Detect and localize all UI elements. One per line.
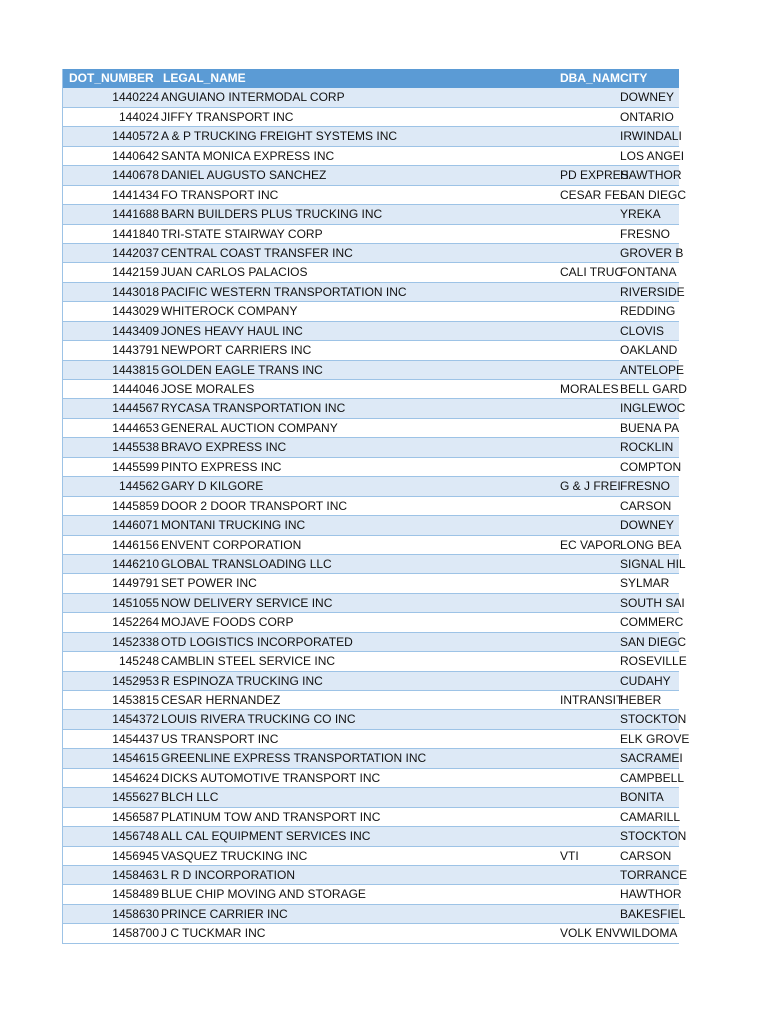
dba-name-cell <box>560 399 620 417</box>
table-row <box>63 186 687 205</box>
city-cell: FRESNO <box>620 479 671 494</box>
city-cell: ROCKLIN <box>620 440 674 455</box>
dba-name-cell: CALI TRUC <box>560 265 624 280</box>
legal-name-cell: GREENLINE EXPRESS TRANSPORTATION INC <box>161 751 427 766</box>
table-row <box>63 633 687 652</box>
dba-name-cell <box>560 108 620 126</box>
legal-name-cell: DOOR 2 DOOR TRANSPORT INC <box>161 498 348 513</box>
dba-name-cell <box>560 516 620 534</box>
city-cell: OAKLAND <box>620 343 678 358</box>
table-row <box>63 341 679 360</box>
dot-number-cell: 1441688 <box>112 207 159 222</box>
city-cell: BELL GARD <box>620 382 687 396</box>
legal-name-cell: R ESPINOZA TRUCKING INC <box>161 673 323 688</box>
table-row <box>63 419 679 438</box>
legal-name-cell: ANGUIANO INTERMODAL CORP <box>161 90 345 105</box>
dot-number-cell: 1454624 <box>112 770 159 785</box>
dba-name-cell <box>560 341 620 359</box>
legal-name-cell: US TRANSPORT INC <box>161 731 279 746</box>
table-row <box>63 88 679 107</box>
dba-name-cell: EC VAPOR <box>560 537 622 552</box>
legal-name-cell: NEWPORT CARRIERS INC <box>161 343 312 358</box>
dot-number-cell: 1456587 <box>112 809 159 824</box>
table-row <box>63 322 679 341</box>
dot-number-cell: 1452264 <box>112 615 159 630</box>
city-cell: YREKA <box>620 207 661 222</box>
city-cell: HEBER <box>620 693 662 707</box>
dba-name-cell <box>560 633 620 651</box>
city-cell: TORRANCE <box>620 867 688 882</box>
table-row <box>63 924 679 943</box>
city-cell: STOCKTON <box>620 712 687 727</box>
legal-name-cell: FO TRANSPORT INC <box>161 187 279 202</box>
dot-number-cell: 1454437 <box>112 731 159 746</box>
city-cell: IRWINDALI <box>620 129 682 144</box>
dot-number-cell: 1453815 <box>112 693 159 707</box>
dot-number-cell: 1443791 <box>112 343 159 358</box>
dba-name-cell <box>560 652 620 670</box>
table-row <box>63 477 679 496</box>
dot-number-cell: 1456945 <box>112 848 159 863</box>
city-cell: CLOVIS <box>620 323 665 338</box>
dot-number-cell: 1440572 <box>112 129 159 144</box>
city-cell: DOWNEY <box>620 518 674 533</box>
legal-name-cell: ENVENT CORPORATION <box>161 537 302 552</box>
city-cell: COMPTON <box>620 459 682 474</box>
dba-name-cell <box>560 808 620 826</box>
dba-name-cell: INTRANSIT <box>560 693 624 707</box>
legal-name-cell: DANIEL AUGUSTO SANCHEZ <box>161 168 327 183</box>
table-row <box>63 127 682 146</box>
carrier-table <box>62 69 690 944</box>
table-row <box>63 438 679 457</box>
dot-number-cell: 1443029 <box>112 304 159 319</box>
legal-name-cell: TRI-STATE STAIRWAY CORP <box>161 226 323 241</box>
dba-name-cell <box>560 827 620 845</box>
legal-name-cell: BRAVO EXPRESS INC <box>161 440 287 455</box>
table-row <box>63 302 679 321</box>
city-cell: CAMPBELL <box>620 770 685 785</box>
table-row <box>63 205 679 224</box>
city-cell: FONTANA <box>620 265 677 280</box>
table-row <box>63 361 685 380</box>
dot-number-cell: 1445538 <box>112 440 159 455</box>
dba-name-cell <box>560 205 620 223</box>
city-cell: STOCKTON <box>620 829 687 844</box>
dot-number-cell: 1443409 <box>112 323 159 338</box>
dot-number-cell: 1442037 <box>112 245 159 260</box>
header-legal-name: LEGAL_NAME <box>163 71 246 85</box>
legal-name-cell: MOJAVE FOODS CORP <box>161 615 294 630</box>
table-row <box>63 710 687 729</box>
dot-number-cell: 1458463 <box>112 867 159 882</box>
dot-number-cell: 145248 <box>118 654 159 669</box>
city-cell: BONITA <box>620 790 664 805</box>
legal-name-cell: PLATINUM TOW AND TRANSPORT INC <box>161 809 381 824</box>
table-row <box>63 749 683 768</box>
table-row <box>63 594 685 613</box>
table-row <box>63 380 687 399</box>
dot-number-cell: 1444567 <box>112 401 159 416</box>
legal-name-cell: GENERAL AUCTION COMPANY <box>161 420 338 435</box>
dba-name-cell <box>560 225 620 243</box>
table-header-row <box>63 69 679 88</box>
dot-number-cell: 1445599 <box>112 459 159 474</box>
legal-name-cell: PRINCE CARRIER INC <box>161 906 288 921</box>
city-cell: CARSON <box>620 848 672 863</box>
city-cell: CUDAHY <box>620 673 671 688</box>
table-row <box>63 652 687 671</box>
legal-name-cell: ALL CAL EQUIPMENT SERVICES INC <box>161 829 371 844</box>
dot-number-cell: 1446071 <box>112 518 159 533</box>
dba-name-cell: PD EXPRES <box>560 168 629 183</box>
legal-name-cell: RYCASA TRANSPORTATION INC <box>161 401 346 416</box>
dot-number-cell: 1440642 <box>112 148 159 163</box>
header-dba-name: DBA_NAM <box>560 71 620 85</box>
dba-name-cell <box>560 710 620 728</box>
dot-number-cell: 1444653 <box>112 420 159 435</box>
table-row <box>63 263 679 282</box>
table-row <box>63 730 690 749</box>
table-row <box>63 497 679 516</box>
city-cell: ELK GROVE <box>620 731 690 746</box>
dba-name-cell <box>560 788 620 806</box>
legal-name-cell: PINTO EXPRESS INC <box>161 459 282 474</box>
legal-name-cell: LOUIS RIVERA TRUCKING CO INC <box>161 712 356 727</box>
table-row <box>63 108 679 127</box>
table-row <box>63 672 679 691</box>
dot-number-cell: 1454615 <box>112 751 159 766</box>
dba-name-cell: VTI <box>560 848 579 863</box>
legal-name-cell: GOLDEN EAGLE TRANS INC <box>161 362 323 377</box>
dba-name-cell: G & J FREI <box>560 479 621 494</box>
legal-name-cell: JUAN CARLOS PALACIOS <box>161 265 308 280</box>
table-row <box>63 827 687 846</box>
dot-number-cell: 1452953 <box>112 673 159 688</box>
dot-number-cell: 1446210 <box>112 556 159 571</box>
dot-number-cell: 1443815 <box>112 362 159 377</box>
dba-name-cell: VOLK ENV <box>560 926 621 941</box>
dot-number-cell: 1444046 <box>112 382 159 396</box>
table-row <box>63 866 688 885</box>
dba-name-cell <box>560 322 620 340</box>
legal-name-cell: BARN BUILDERS PLUS TRUCKING INC <box>161 207 383 222</box>
city-cell: ONTARIO <box>620 109 674 124</box>
dba-name-cell: CESAR FEL <box>560 187 627 202</box>
dot-number-cell: 1458700 <box>112 926 159 941</box>
dot-number-cell: 1458630 <box>112 906 159 921</box>
city-cell: REDDING <box>620 304 676 319</box>
table-row <box>63 536 682 555</box>
city-cell: WILDOMA <box>620 926 678 941</box>
table-row <box>63 244 684 263</box>
dba-name-cell <box>560 749 620 767</box>
table-row <box>63 516 679 535</box>
table-row <box>63 613 684 632</box>
legal-name-cell: A & P TRUCKING FREIGHT SYSTEMS INC <box>161 129 398 144</box>
legal-name-cell: JONES HEAVY HAUL INC <box>161 323 303 338</box>
city-cell: ANTELOPE <box>620 362 685 377</box>
dba-name-cell <box>560 419 620 437</box>
table-row <box>63 691 679 710</box>
dba-name-cell <box>560 866 620 884</box>
dba-name-cell <box>560 594 620 612</box>
city-cell: SIGNAL HIL <box>620 556 686 571</box>
city-cell: INGLEWOC <box>620 401 686 416</box>
table-row <box>63 788 679 807</box>
dba-name-cell <box>560 458 620 476</box>
city-cell: HAWTHOR <box>620 168 682 183</box>
city-cell: FRESNO <box>620 226 671 241</box>
dba-name-cell <box>560 613 620 631</box>
legal-name-cell: CAMBLIN STEEL SERVICE INC <box>161 654 336 669</box>
dba-name-cell <box>560 885 620 903</box>
city-cell: COMMERC <box>620 615 684 630</box>
table-row <box>63 905 686 924</box>
legal-name-cell: MONTANI TRUCKING INC <box>161 518 306 533</box>
table-row <box>63 885 682 904</box>
header-city: CITY <box>620 71 648 85</box>
dba-name-cell <box>560 147 620 165</box>
legal-name-cell: GARY D KILGORE <box>161 479 264 494</box>
legal-name-cell: JIFFY TRANSPORT INC <box>161 109 294 124</box>
dot-number-cell: 1455627 <box>112 790 159 805</box>
dot-number-cell: 1451055 <box>112 595 159 610</box>
city-cell: BAKESFIEL <box>620 906 686 921</box>
dba-name-cell <box>560 769 620 787</box>
city-cell: GROVER B <box>620 245 684 260</box>
legal-name-cell: BLUE CHIP MOVING AND STORAGE <box>161 887 366 902</box>
legal-name-cell: SET POWER INC <box>161 576 257 591</box>
dot-number-cell: 1441434 <box>112 187 159 202</box>
dot-number-cell: 1449791 <box>112 576 159 591</box>
city-cell: DOWNEY <box>620 90 674 105</box>
city-cell: SYLMAR <box>620 576 670 591</box>
city-cell: CARSON <box>620 498 672 513</box>
dba-name-cell <box>560 497 620 515</box>
table-row <box>63 147 685 166</box>
dba-name-cell <box>560 88 620 106</box>
dba-name-cell <box>560 574 620 592</box>
legal-name-cell: L R D INCORPORATION <box>161 867 296 882</box>
dba-name-cell <box>560 361 620 379</box>
header-dot-number: DOT_NUMBER <box>69 71 154 85</box>
dot-number-cell: 1456748 <box>112 829 159 844</box>
legal-name-cell: PACIFIC WESTERN TRANSPORTATION INC <box>161 284 407 299</box>
dot-number-cell: 1440678 <box>112 168 159 183</box>
table-row <box>63 166 682 185</box>
city-cell: SAN DIEGC <box>620 634 687 649</box>
city-cell: SACRAMEI <box>620 751 683 766</box>
city-cell: SOUTH SAI <box>620 595 685 610</box>
city-cell: LONG BEA <box>620 537 682 552</box>
dba-name-cell <box>560 730 620 748</box>
legal-name-cell: DICKS AUTOMOTIVE TRANSPORT INC <box>161 770 381 785</box>
table-row <box>63 283 685 302</box>
dot-number-cell: 1446156 <box>112 537 159 552</box>
legal-name-cell: BLCH LLC <box>161 790 219 805</box>
dba-name-cell <box>560 302 620 320</box>
table-row <box>63 458 682 477</box>
legal-name-cell: OTD LOGISTICS INCORPORATED <box>161 634 353 649</box>
legal-name-cell: GLOBAL TRANSLOADING LLC <box>161 556 332 571</box>
legal-name-cell: J C TUCKMAR INC <box>161 926 266 941</box>
table-body <box>63 88 690 943</box>
dba-name-cell <box>560 438 620 456</box>
city-cell: LOS ANGEI <box>620 148 685 163</box>
table-row <box>63 769 685 788</box>
legal-name-cell: CESAR HERNANDEZ <box>161 693 281 707</box>
dot-number-cell: 1445859 <box>112 498 159 513</box>
dot-number-cell: 1440224 <box>112 90 159 105</box>
legal-name-cell: WHITEROCK COMPANY <box>161 304 298 319</box>
dot-number-cell: 144024 <box>118 109 159 124</box>
city-cell: HAWTHOR <box>620 887 682 902</box>
city-cell: SAN DIEGC <box>620 187 687 202</box>
dot-number-cell: 1458489 <box>112 887 159 902</box>
dba-name-cell <box>560 244 620 262</box>
dot-number-cell: 144562 <box>118 479 159 494</box>
table-row <box>63 555 686 574</box>
dot-number-cell: 1441840 <box>112 226 159 241</box>
dba-name-cell <box>560 672 620 690</box>
dot-number-cell: 1443018 <box>112 284 159 299</box>
dba-name-cell <box>560 905 620 923</box>
dba-name-cell <box>560 127 620 145</box>
table-row <box>63 574 679 593</box>
legal-name-cell: JOSE MORALES <box>161 382 255 396</box>
legal-name-cell: CENTRAL COAST TRANSFER INC <box>161 245 353 260</box>
table-row <box>63 808 679 827</box>
legal-name-cell: NOW DELIVERY SERVICE INC <box>161 595 333 610</box>
dba-name-cell <box>560 283 620 301</box>
city-cell: ROSEVILLE <box>620 654 687 669</box>
legal-name-cell: VASQUEZ TRUCKING INC <box>161 848 308 863</box>
dot-number-cell: 1454372 <box>112 712 159 727</box>
city-cell: RIVERSIDE <box>620 284 685 299</box>
dot-number-cell: 1442159 <box>112 265 159 280</box>
city-cell: CAMARILL <box>620 809 681 824</box>
table-row <box>63 847 679 866</box>
legal-name-cell: SANTA MONICA EXPRESS INC <box>161 148 335 163</box>
city-cell: BUENA PA <box>620 420 680 435</box>
dba-name-cell <box>560 555 620 573</box>
dot-number-cell: 1452338 <box>112 634 159 649</box>
table-row <box>63 225 679 244</box>
dba-name-cell: MORALES <box>560 382 619 396</box>
table-row <box>63 399 686 418</box>
